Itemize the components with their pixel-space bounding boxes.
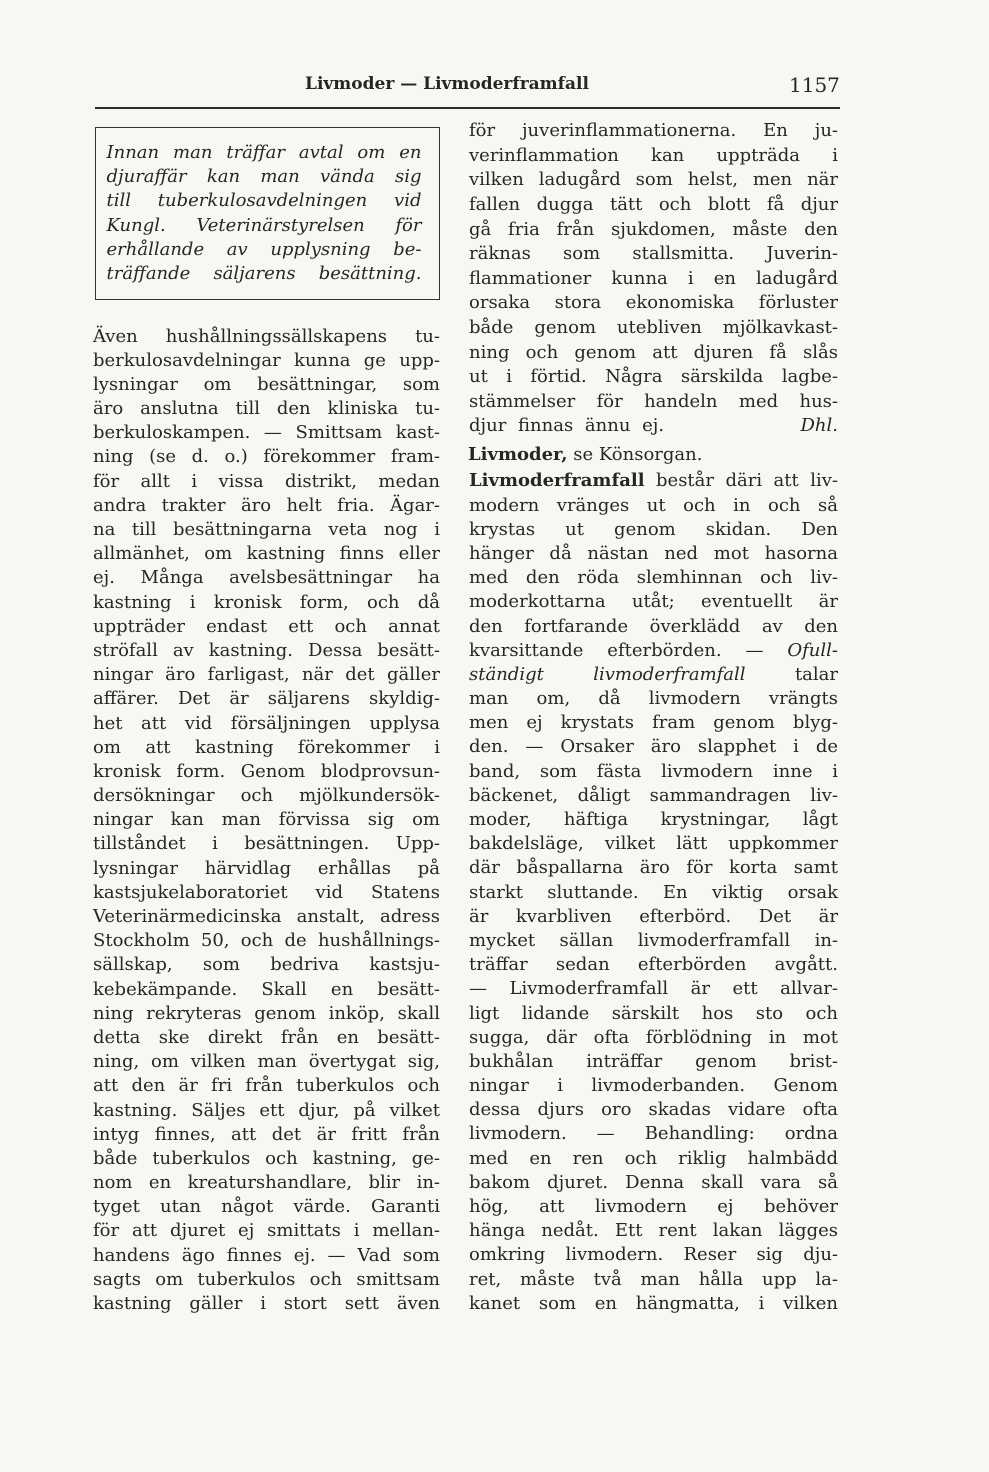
headword: Livmoder, [468, 444, 568, 466]
text-line: detta ske direkt från en besätt- [93, 1026, 440, 1048]
text-line: bukhålan inträffar genom brist- [469, 1050, 838, 1072]
text-line: för att djuret ej smittats i mellan- [93, 1220, 440, 1242]
text-line: sugga, där ofta förblödning in mot [469, 1026, 838, 1048]
cross-reference-entry [468, 443, 838, 467]
text-line: ret, måste två man hålla upp la- [469, 1268, 838, 1290]
text-line: till tuberkulosavdelningen vid [106, 190, 422, 212]
text-line: dersökningar och mjölkundersök- [93, 785, 440, 807]
text-line: äro anslutna till den kliniska tu- [93, 398, 440, 420]
text-line: moder, häftiga krystningar, lågt [469, 809, 838, 831]
text-line: Kungl. Veterinärstyrelsen för [106, 214, 422, 236]
text-line: både tuberkulos och kastning, ge- [93, 1147, 440, 1169]
text-line: den. — Orsaker äro slapphet i de [469, 736, 838, 758]
text-line: livmodern. — Behandling: ordna [469, 1123, 838, 1145]
text-line: kastning. Säljes ett djur, på vilket [93, 1099, 440, 1121]
text-line: tyget utan något värde. Garanti [93, 1196, 440, 1218]
text-line: sagts om tuberkulos och smittsam [93, 1268, 440, 1290]
text-line: man om, då livmodern vrängts [469, 688, 838, 710]
entry-first-line [469, 469, 838, 493]
text-line: nom en kreaturshandlare, blir in- [93, 1172, 440, 1194]
text-line: sällskap, som bedriva kastsju- [93, 954, 440, 976]
cross-reference-line [468, 443, 838, 467]
text-line: men ej krystats fram genom blyg- [469, 712, 838, 734]
text-line: kastsjukelaboratoriet vid Statens [93, 881, 440, 903]
text-line: orsaka stora ekonomiska förluster [469, 292, 838, 314]
text-line: ströfall av kastning. Dessa besätt- [93, 639, 440, 661]
text-line: handens ägo finnes ej. — Vad som [93, 1244, 440, 1266]
text-line: stämmelser för handeln med hus- [469, 390, 838, 412]
text-line: hänga nedåt. Ett rent lakan lägges [469, 1220, 838, 1242]
text-line: kebekämpande. Skall en besätt- [93, 978, 440, 1000]
text-line: kanet som en hängmatta, i vilken [469, 1292, 838, 1314]
text-line: lysningar härvidlag erhållas på [93, 857, 440, 879]
text-line: krystas ut genom skidan. Den [469, 518, 838, 540]
text-line: na till besättningarna veta nog i [93, 519, 440, 540]
text-line: hög, att livmodern ej behöver [469, 1196, 838, 1218]
text-line: vilken ladugård som helst, men när [469, 169, 838, 191]
text-line: bäckenet, dåligt sammandragen liv- [469, 784, 838, 806]
right-column-continued-paragraph [469, 119, 838, 439]
text-line: intyg finnes, att det är fritt från [93, 1123, 440, 1145]
text-line: ut i förtid. Några särskilda lagbe- [469, 366, 838, 388]
text-line: den fortfarande överklädd av den [469, 615, 838, 637]
text-line: allmänhet, om kastning finns eller [93, 543, 440, 565]
text-line: — Livmoderframfall är ett allvar- [469, 978, 838, 1000]
text-line: för juverinflammationerna. En ju- [469, 120, 838, 142]
text-line [469, 663, 838, 687]
text-line: dessa djurs oro skadas vidare ofta [469, 1099, 838, 1121]
text-line: het att vid försäljningen upplysa [93, 712, 440, 734]
text-line: mycket sällan livmoderframfall in- [469, 929, 838, 951]
cross-reference-text: se Könsorgan. [573, 444, 703, 466]
text-line: omkring livmodern. Reser sig dju- [469, 1244, 838, 1266]
text-line [469, 639, 838, 663]
headword: Livmoderframfall [469, 470, 645, 492]
text-line: uppträder endast ett och annat [93, 615, 440, 637]
author-signature: Dhl. [800, 415, 838, 437]
line-segment: talar [745, 663, 838, 685]
encyclopedia-entry [469, 469, 838, 1316]
text-line: ning, om vilken man övertygat sig, [93, 1051, 440, 1073]
text-line: lysningar om besättningar, som [93, 373, 440, 395]
text-line: berkulosavdelningar kunna ge upp- [93, 349, 440, 371]
running-head: Livmoder — Livmoderframfall [305, 74, 589, 94]
paragraph-last-text: djur finnas ännu ej. [469, 415, 665, 437]
text-line: djuraffär kan man vända sig [106, 166, 422, 188]
text-line: Även hushållningssällskapens tu- [93, 325, 440, 347]
text-line: kastning gäller i stort sett även [93, 1293, 440, 1314]
text-line: är kvarbliven efterbörd. Det är [469, 905, 838, 927]
text-line: tillståndet i besättningen. Upp- [93, 833, 440, 855]
text-line: ej. Många avelsbesättningar ha [93, 567, 440, 589]
text-line: med den röda slemhinnan och liv- [469, 567, 838, 589]
text-line: räknas som stallsmitta. Juverin- [469, 243, 838, 265]
text-line: starkt sluttande. En viktig orsak [469, 881, 838, 903]
paragraph-end-line [469, 414, 838, 439]
entry-first-line-text: består däri att liv- [656, 470, 838, 492]
text-line: ningar äro farligast, när det gäller [93, 664, 440, 686]
text-line: gå fria från sjukdomen, måste den [469, 218, 838, 240]
text-line: band, som fästa livmodern inne i [469, 760, 838, 782]
left-column [93, 325, 440, 1317]
notice-box [95, 127, 440, 300]
text-line: ningar kan man förvissa sig om [93, 809, 440, 831]
text-line: kastning i kronisk form, och då [93, 591, 440, 613]
text-line: moderkottarna utåt; eventuellt är [469, 591, 838, 613]
text-line: flammationer kunna i en ladugård [469, 267, 838, 289]
text-line: verinflammation kan uppträda i [469, 144, 838, 166]
text-line: träffar sedan efterbörden avgått. [469, 954, 838, 976]
page-number: 1157 [789, 73, 840, 97]
paragraph-lines [469, 119, 838, 414]
text-line: om att kastning förekommer i [93, 736, 440, 758]
text-line: fallen dugga tätt och blott få djur [469, 193, 838, 215]
text-line: berkuloskampen. — Smittsam kast- [93, 422, 440, 444]
text-line: modern vränges ut och in och så [469, 494, 838, 516]
text-line: ning och genom att djuren få slås [469, 341, 838, 363]
text-line: hänger då nästan ned mot hasorna [469, 542, 838, 564]
text-line: bakom djuret. Denna skall vara så [469, 1171, 838, 1193]
text-line: andra trakter äro helt fria. Ägar- [93, 494, 440, 516]
italic-term: ständigt livmoderframfall [469, 663, 746, 685]
notice-text [107, 141, 422, 286]
text-line: där båspallarna äro för korta samt [469, 857, 838, 879]
text-line: bakdelsläge, vilket lätt uppkommer [469, 833, 838, 855]
text-line: ning rekryteras genom inköp, skall [93, 1002, 440, 1024]
text-line: att den är fri från tuberkulos och [93, 1075, 440, 1097]
text-line: ning (se d. o.) förekommer fram- [93, 446, 440, 468]
text-line: Innan man träffar avtal om en [106, 142, 422, 163]
text-line: ligt lidande särskilt hos sto och [469, 1002, 838, 1024]
text-line: både genom utebliven mjölkavkast- [469, 316, 838, 338]
text-line: för allt i vissa distrikt, medan [93, 470, 440, 492]
text-line: med en ren och riklig halmbädd [469, 1147, 838, 1169]
text-line: ningar i livmoderbanden. Genom [469, 1075, 838, 1097]
text-line: affärer. Det är säljarens skyldig- [93, 688, 440, 710]
italic-term: Ofull- [787, 639, 838, 661]
text-line: träffande säljarens besättning. [106, 262, 422, 284]
header-rule [95, 107, 840, 109]
text-line: Veterinärmedicinska anstalt, adress [93, 906, 440, 927]
entry-lines [469, 494, 838, 1316]
text-line: erhållande av upplysning be- [106, 238, 422, 260]
text-line: Stockholm 50, och de hushållnings- [93, 930, 440, 952]
line-segment: kvarsittande efterbörden. — [469, 639, 788, 661]
text-line: kronisk form. Genom blodprovsun- [93, 760, 440, 782]
